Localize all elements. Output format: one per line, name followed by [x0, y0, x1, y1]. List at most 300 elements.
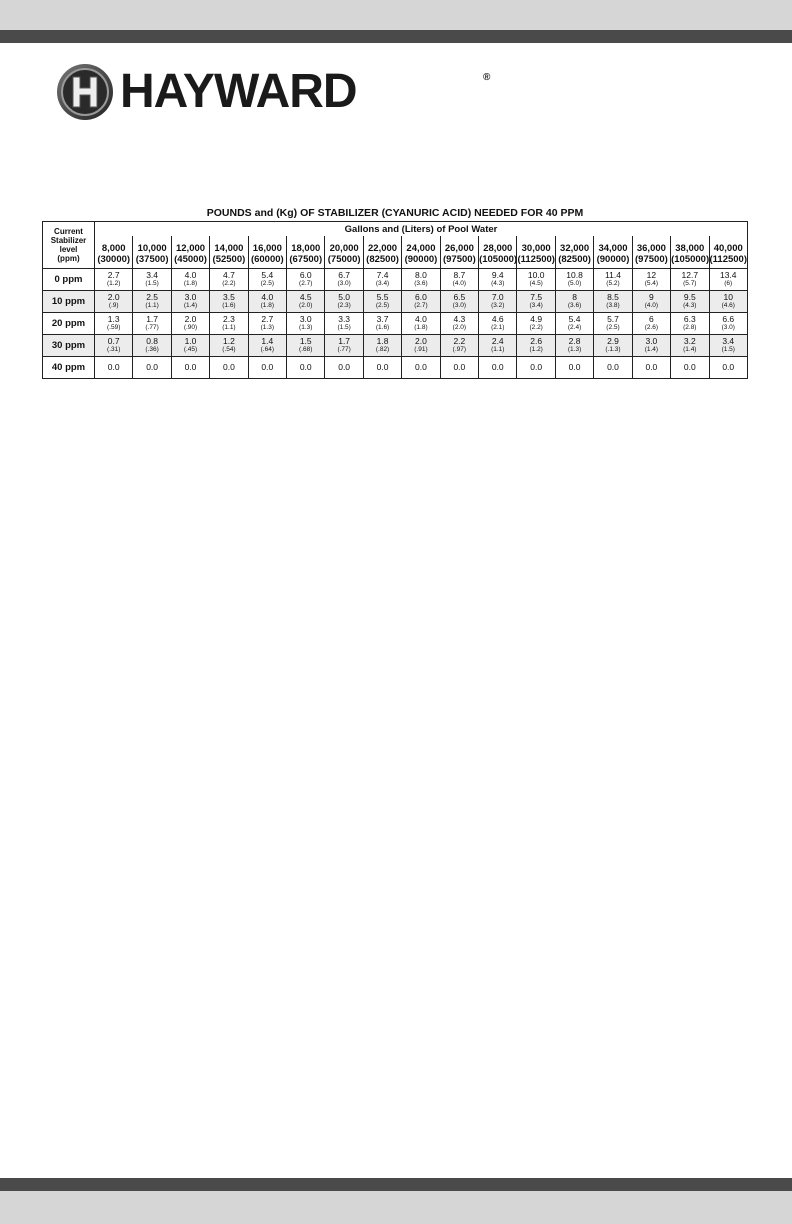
- table-cell: [479, 313, 517, 335]
- table-cell: [95, 269, 133, 291]
- table-cell: [479, 357, 517, 379]
- pounds-value: 0.0: [107, 362, 120, 373]
- kilograms-value: (3.8): [606, 302, 620, 310]
- table-cell: [671, 357, 709, 379]
- table-cell: [133, 335, 171, 357]
- pounds-value: 0.0: [223, 362, 235, 373]
- table-cell: [671, 291, 709, 313]
- kilograms-value: (2.7): [414, 302, 428, 310]
- liters-value: (52500): [212, 254, 246, 266]
- table-cell: [709, 313, 748, 335]
- column-header: [594, 236, 632, 269]
- table-cell: [479, 291, 517, 313]
- table-cell: [440, 335, 478, 357]
- table-row: [43, 335, 748, 357]
- column-header: [555, 236, 593, 269]
- table-cell: [555, 335, 593, 357]
- pounds-value: 3.2: [683, 336, 696, 347]
- pounds-value: 7.0: [491, 292, 504, 303]
- pounds-value: 2.0: [415, 336, 427, 347]
- table-cell: [171, 269, 209, 291]
- table-cell: [594, 335, 632, 357]
- pounds-value: 0.0: [607, 362, 619, 373]
- kilograms-value: (3.4): [529, 302, 543, 310]
- pounds-value: 1.5: [299, 336, 312, 347]
- kilograms-value: (2.7): [299, 280, 313, 288]
- pounds-value: 0.0: [722, 362, 735, 373]
- pounds-value: 10.0: [527, 270, 545, 281]
- kilograms-value: (2.3): [337, 302, 351, 310]
- column-header: [248, 236, 286, 269]
- table-cell: [594, 269, 632, 291]
- pounds-value: 6.5: [453, 292, 466, 303]
- hayward-h-icon: [56, 63, 114, 121]
- kilograms-value: (1.2): [529, 346, 543, 354]
- pounds-value: 0.0: [261, 362, 274, 373]
- kilograms-value: (1.3): [299, 324, 313, 332]
- kilograms-value: (2.1): [491, 324, 505, 332]
- corner-line: Current: [54, 226, 83, 236]
- stabilizer-level-header: [43, 222, 95, 269]
- gallons-value: 32,000: [560, 243, 590, 255]
- pounds-value: 6.7: [338, 270, 351, 281]
- liters-value: (82500): [558, 254, 591, 266]
- table-cell: [287, 335, 325, 357]
- liters-value: (30000): [97, 254, 131, 266]
- liters-value: (90000): [404, 254, 438, 266]
- kilograms-value: (.54): [222, 346, 236, 354]
- table-cell: [555, 269, 593, 291]
- kilograms-value: (3.2): [491, 302, 505, 310]
- gallons-value: 38,000: [675, 243, 705, 255]
- liters-value: (112500): [709, 254, 748, 266]
- table-cell: [210, 335, 248, 357]
- table-cell: [133, 291, 171, 313]
- pounds-value: 0.0: [299, 362, 312, 373]
- table-cell: [479, 335, 517, 357]
- table-cell: [479, 269, 517, 291]
- pounds-value: 0.0: [184, 362, 197, 373]
- table-cell: [133, 357, 171, 379]
- kilograms-value: (5.2): [606, 280, 620, 288]
- pounds-value: 1.2: [223, 336, 235, 347]
- gallons-value: 12,000: [175, 243, 206, 255]
- gallons-value: 22,000: [368, 243, 398, 255]
- pounds-value: 12.7: [681, 270, 699, 281]
- pounds-value: 4.0: [415, 314, 427, 325]
- table-title: POUNDS and (Kg) OF STABILIZER (CYANURIC ACID) NEEDED FOR 40 PPM: [206, 207, 584, 219]
- footer-band: [0, 1191, 792, 1224]
- gallons-value: 10,000: [137, 243, 167, 255]
- kilograms-value: (1.5): [721, 346, 735, 354]
- kilograms-value: (4.3): [683, 302, 697, 310]
- table-cell: [709, 335, 748, 357]
- pounds-value: 7.4: [376, 270, 389, 281]
- kilograms-value: (.91): [414, 346, 428, 354]
- pounds-value: 9.4: [491, 270, 504, 281]
- table-cell: [402, 313, 440, 335]
- pounds-value: 3.4: [722, 336, 735, 347]
- kilograms-value: (.31): [107, 346, 121, 354]
- pounds-value: 3.0: [299, 314, 312, 325]
- table-cell: [210, 291, 248, 313]
- table-cell: [287, 313, 325, 335]
- kilograms-value: (1.1): [145, 302, 159, 310]
- pounds-value: 0.0: [683, 362, 696, 373]
- kilograms-value: (1.2): [107, 280, 121, 288]
- pounds-value: 2.7: [261, 314, 274, 325]
- pounds-value: 6: [649, 314, 654, 325]
- table-cell: [402, 357, 440, 379]
- kilograms-value: (3.6): [414, 280, 428, 288]
- liters-value: (67500): [289, 254, 323, 266]
- header-rule: [0, 30, 792, 43]
- table-cell: [248, 269, 286, 291]
- table-cell: [709, 357, 748, 379]
- kilograms-value: (2.2): [529, 324, 543, 332]
- table-cell: [287, 269, 325, 291]
- table-cell: [440, 291, 478, 313]
- pounds-value: 0.0: [645, 362, 658, 373]
- kilograms-value: (3.0): [337, 280, 351, 288]
- pounds-value: 2.2: [453, 336, 466, 347]
- pounds-value: 5.7: [607, 314, 619, 325]
- pounds-value: 0.0: [453, 362, 466, 373]
- table-cell: [248, 357, 286, 379]
- pounds-value: 1.8: [376, 336, 389, 347]
- gallons-value: 20,000: [329, 243, 359, 255]
- pounds-value: 4.6: [491, 314, 504, 325]
- kilograms-value: (1.1): [491, 346, 505, 354]
- table-row: [43, 291, 748, 313]
- pounds-value: 2.9: [607, 336, 619, 347]
- table-row: [43, 269, 748, 291]
- kilograms-value: (.82): [375, 346, 390, 354]
- pounds-value: 0.0: [146, 362, 159, 373]
- kilograms-value: (3.6): [567, 302, 582, 310]
- pounds-value: 8.0: [415, 270, 427, 281]
- table-cell: [594, 291, 632, 313]
- hayward-logo: [56, 62, 491, 122]
- column-header: [133, 236, 171, 269]
- pounds-value: 5.0: [338, 292, 351, 303]
- kilograms-value: (4.3): [491, 280, 505, 288]
- column-header: [402, 236, 440, 269]
- column-header: [171, 236, 209, 269]
- kilograms-value: (.1.3): [605, 346, 621, 354]
- liters-value: (97500): [442, 254, 476, 266]
- pounds-value: 6.0: [415, 292, 427, 303]
- table-cell: [402, 335, 440, 357]
- gallons-value: 14,000: [214, 243, 244, 255]
- table-cell: [709, 291, 748, 313]
- pounds-value: 9: [649, 292, 654, 303]
- liters-value: (90000): [596, 254, 630, 266]
- kilograms-value: (3.4): [375, 280, 390, 288]
- table-cell: [171, 291, 209, 313]
- kilograms-value: (2.2): [222, 280, 236, 288]
- kilograms-value: (1.8): [260, 302, 275, 310]
- table-cell: [402, 291, 440, 313]
- column-header: [671, 236, 709, 269]
- kilograms-value: (4.5): [529, 280, 543, 288]
- brand-wordmark: HAYWARD: [120, 65, 357, 118]
- table-cell: [363, 269, 401, 291]
- gallons-value: 28,000: [483, 243, 513, 255]
- liters-value: (60000): [250, 254, 284, 266]
- pounds-value: 4.0: [261, 292, 274, 303]
- table-cell: [632, 291, 670, 313]
- pounds-value: 0.0: [530, 362, 543, 373]
- liters-value: (37500): [135, 254, 169, 266]
- table-row: [43, 313, 748, 335]
- pounds-value: 2.7: [107, 270, 120, 281]
- liters-value: (75000): [327, 254, 361, 266]
- kilograms-value: (5.7): [683, 280, 697, 288]
- pounds-value: 10.8: [566, 270, 583, 281]
- table-cell: [325, 335, 363, 357]
- pounds-value: 5.4: [261, 270, 274, 281]
- pounds-value: 3.0: [645, 336, 658, 347]
- gallons-value: 26,000: [444, 243, 474, 255]
- kilograms-value: (1.1): [222, 324, 236, 332]
- kilograms-value: (1.8): [414, 324, 428, 332]
- corner-line: level: [59, 245, 78, 254]
- kilograms-value: (3.0): [721, 324, 735, 332]
- table-cell: [440, 313, 478, 335]
- corner-line: (ppm): [57, 254, 80, 264]
- table-cell: [363, 291, 401, 313]
- pounds-value: 6.6: [722, 314, 735, 325]
- table-cell: [632, 335, 670, 357]
- pounds-value: 0.0: [568, 362, 581, 373]
- gallons-value: 8,000: [101, 243, 126, 255]
- kilograms-value: (1.8): [183, 280, 198, 288]
- pounds-value: 4.7: [223, 270, 235, 281]
- table-cell: [632, 313, 670, 335]
- table-cell: [325, 269, 363, 291]
- table-cell: [517, 269, 555, 291]
- column-header: [287, 236, 325, 269]
- column-header-row: [43, 236, 748, 269]
- pounds-value: 8.7: [453, 270, 466, 281]
- pounds-value: 3.4: [146, 270, 159, 281]
- table-cell: [363, 313, 401, 335]
- kilograms-value: (.77): [145, 324, 159, 332]
- kilograms-value: (.90): [183, 324, 198, 332]
- kilograms-value: (1.4): [644, 346, 659, 354]
- kilograms-value: (2.5): [260, 280, 275, 288]
- kilograms-value: (1.3): [567, 346, 582, 354]
- table-cell: [632, 269, 670, 291]
- table-cell: [325, 357, 363, 379]
- pounds-value: 3.7: [376, 314, 389, 325]
- pounds-value: 0.0: [376, 362, 389, 373]
- liters-value: (82500): [366, 254, 399, 266]
- table-cell: [248, 291, 286, 313]
- kilograms-value: (1.4): [183, 302, 198, 310]
- table-cell: [171, 357, 209, 379]
- kilograms-value: (3.0): [452, 302, 467, 310]
- pounds-value: 1.7: [338, 336, 351, 347]
- gallons-value: 30,000: [521, 243, 551, 255]
- table-cell: [363, 335, 401, 357]
- liters-value: (105000): [479, 254, 518, 266]
- table-cell: [133, 313, 171, 335]
- stabilizer-level-label: 20 ppm: [43, 313, 95, 335]
- pounds-value: 9.5: [683, 292, 696, 303]
- pounds-value: 0.8: [146, 336, 159, 347]
- table-cell: [210, 269, 248, 291]
- table-cell: [287, 291, 325, 313]
- gallons-value: 24,000: [406, 243, 436, 255]
- pounds-value: 12: [646, 270, 657, 281]
- liters-value: (45000): [174, 254, 207, 266]
- kilograms-value: (.64): [260, 346, 275, 354]
- kilograms-value: (2.0): [299, 302, 313, 310]
- stabilizer-level-label: 30 ppm: [43, 335, 95, 357]
- table-row: [43, 357, 748, 379]
- gallons-value: 18,000: [291, 243, 321, 255]
- corner-line: Stabilizer: [50, 235, 87, 245]
- kilograms-value: (2.4): [567, 324, 582, 332]
- kilograms-value: (5.0): [567, 280, 582, 288]
- kilograms-value: (6): [724, 280, 733, 288]
- table-cell: [517, 357, 555, 379]
- column-header: [325, 236, 363, 269]
- table-cell: [325, 291, 363, 313]
- pounds-value: 2.3: [223, 314, 235, 325]
- table-cell: [133, 269, 171, 291]
- pounds-value: 4.5: [299, 292, 312, 303]
- table-cell: [210, 357, 248, 379]
- kilograms-value: (.45): [183, 346, 198, 354]
- pounds-value: 2.0: [107, 292, 120, 303]
- table-cell: [440, 269, 478, 291]
- pounds-value: 7.5: [530, 292, 543, 303]
- column-header: [709, 236, 748, 269]
- kilograms-value: (1.5): [145, 280, 159, 288]
- pounds-value: 0.7: [107, 336, 120, 347]
- kilograms-value: (.59): [107, 324, 121, 332]
- gallons-value: 36,000: [636, 243, 666, 255]
- pounds-value: 3.0: [184, 292, 197, 303]
- pounds-value: 2.8: [568, 336, 581, 347]
- pounds-value: 5.5: [376, 292, 389, 303]
- footer-rule: [0, 1178, 792, 1191]
- pounds-value: 6.0: [299, 270, 312, 281]
- table-cell: [517, 291, 555, 313]
- pounds-value: 1.0: [184, 336, 197, 347]
- pounds-value: 2.0: [184, 314, 197, 325]
- pounds-value: 5.4: [568, 314, 581, 325]
- pounds-value: 0.0: [415, 362, 427, 373]
- kilograms-value: (.9): [108, 302, 119, 310]
- table-cell: [517, 313, 555, 335]
- liters-value: (97500): [635, 254, 668, 266]
- gallons-value: 34,000: [598, 243, 628, 255]
- gallons-value: 16,000: [252, 243, 282, 255]
- pounds-value: 4.0: [184, 270, 197, 281]
- pounds-value: 2.4: [491, 336, 504, 347]
- registered-mark: ®: [483, 72, 491, 83]
- pounds-value: 0.0: [338, 362, 351, 373]
- table-cell: [248, 313, 286, 335]
- volume-span-header: Gallons and (Liters) of Pool Water: [95, 222, 748, 237]
- stabilizer-level-label: 40 ppm: [43, 357, 95, 379]
- pounds-value: 1.4: [261, 336, 274, 347]
- pounds-value: 3.5: [223, 292, 235, 303]
- pounds-value: 1.3: [107, 314, 120, 325]
- column-header: [210, 236, 248, 269]
- column-header: [479, 236, 517, 269]
- table-cell: [210, 313, 248, 335]
- kilograms-value: (1.6): [375, 324, 390, 332]
- kilograms-value: (4.6): [721, 302, 735, 310]
- pounds-value: 1.7: [146, 314, 159, 325]
- table-cell: [632, 357, 670, 379]
- kilograms-value: (2.8): [683, 324, 697, 332]
- liters-value: (112500): [517, 254, 555, 266]
- table-cell: [171, 335, 209, 357]
- kilograms-value: (1.6): [222, 302, 236, 310]
- kilograms-value: (.68): [299, 346, 313, 354]
- table-cell: [517, 335, 555, 357]
- kilograms-value: (.97): [452, 346, 467, 354]
- kilograms-value: (.77): [337, 346, 351, 354]
- table-cell: [671, 313, 709, 335]
- pounds-value: 4.3: [453, 314, 466, 325]
- table-cell: [95, 291, 133, 313]
- pounds-value: 8.5: [607, 292, 619, 303]
- kilograms-value: (4.0): [644, 302, 659, 310]
- kilograms-value: (2.0): [452, 324, 467, 332]
- pounds-value: 11.4: [605, 270, 621, 281]
- kilograms-value: (.36): [145, 346, 159, 354]
- pounds-value: 13.4: [719, 270, 737, 281]
- table-cell: [95, 313, 133, 335]
- kilograms-value: (2.5): [375, 302, 390, 310]
- pounds-value: 2.5: [146, 292, 159, 303]
- table-cell: [171, 313, 209, 335]
- table-cell: [555, 357, 593, 379]
- kilograms-value: (1.5): [337, 324, 351, 332]
- column-header: [440, 236, 478, 269]
- pounds-value: 2.6: [530, 336, 543, 347]
- column-header: [517, 236, 555, 269]
- gallons-value: 40,000: [713, 243, 743, 255]
- kilograms-value: (1.3): [260, 324, 275, 332]
- stabilizer-level-label: 0 ppm: [43, 269, 95, 291]
- kilograms-value: (2.6): [644, 324, 659, 332]
- table-cell: [287, 357, 325, 379]
- table-cell: [325, 313, 363, 335]
- pounds-value: 6.3: [683, 314, 696, 325]
- table-cell: [95, 335, 133, 357]
- pounds-value: 3.3: [338, 314, 351, 325]
- table-cell: [709, 269, 748, 291]
- stabilizer-level-label: 10 ppm: [43, 291, 95, 313]
- table-cell: [555, 291, 593, 313]
- table-cell: [440, 357, 478, 379]
- liters-value: (105000): [671, 254, 710, 266]
- pounds-value: 10: [723, 292, 733, 303]
- column-header: [632, 236, 670, 269]
- table-cell: [402, 269, 440, 291]
- pounds-value: 4.9: [530, 314, 543, 325]
- kilograms-value: (2.5): [606, 324, 620, 332]
- table-cell: [594, 357, 632, 379]
